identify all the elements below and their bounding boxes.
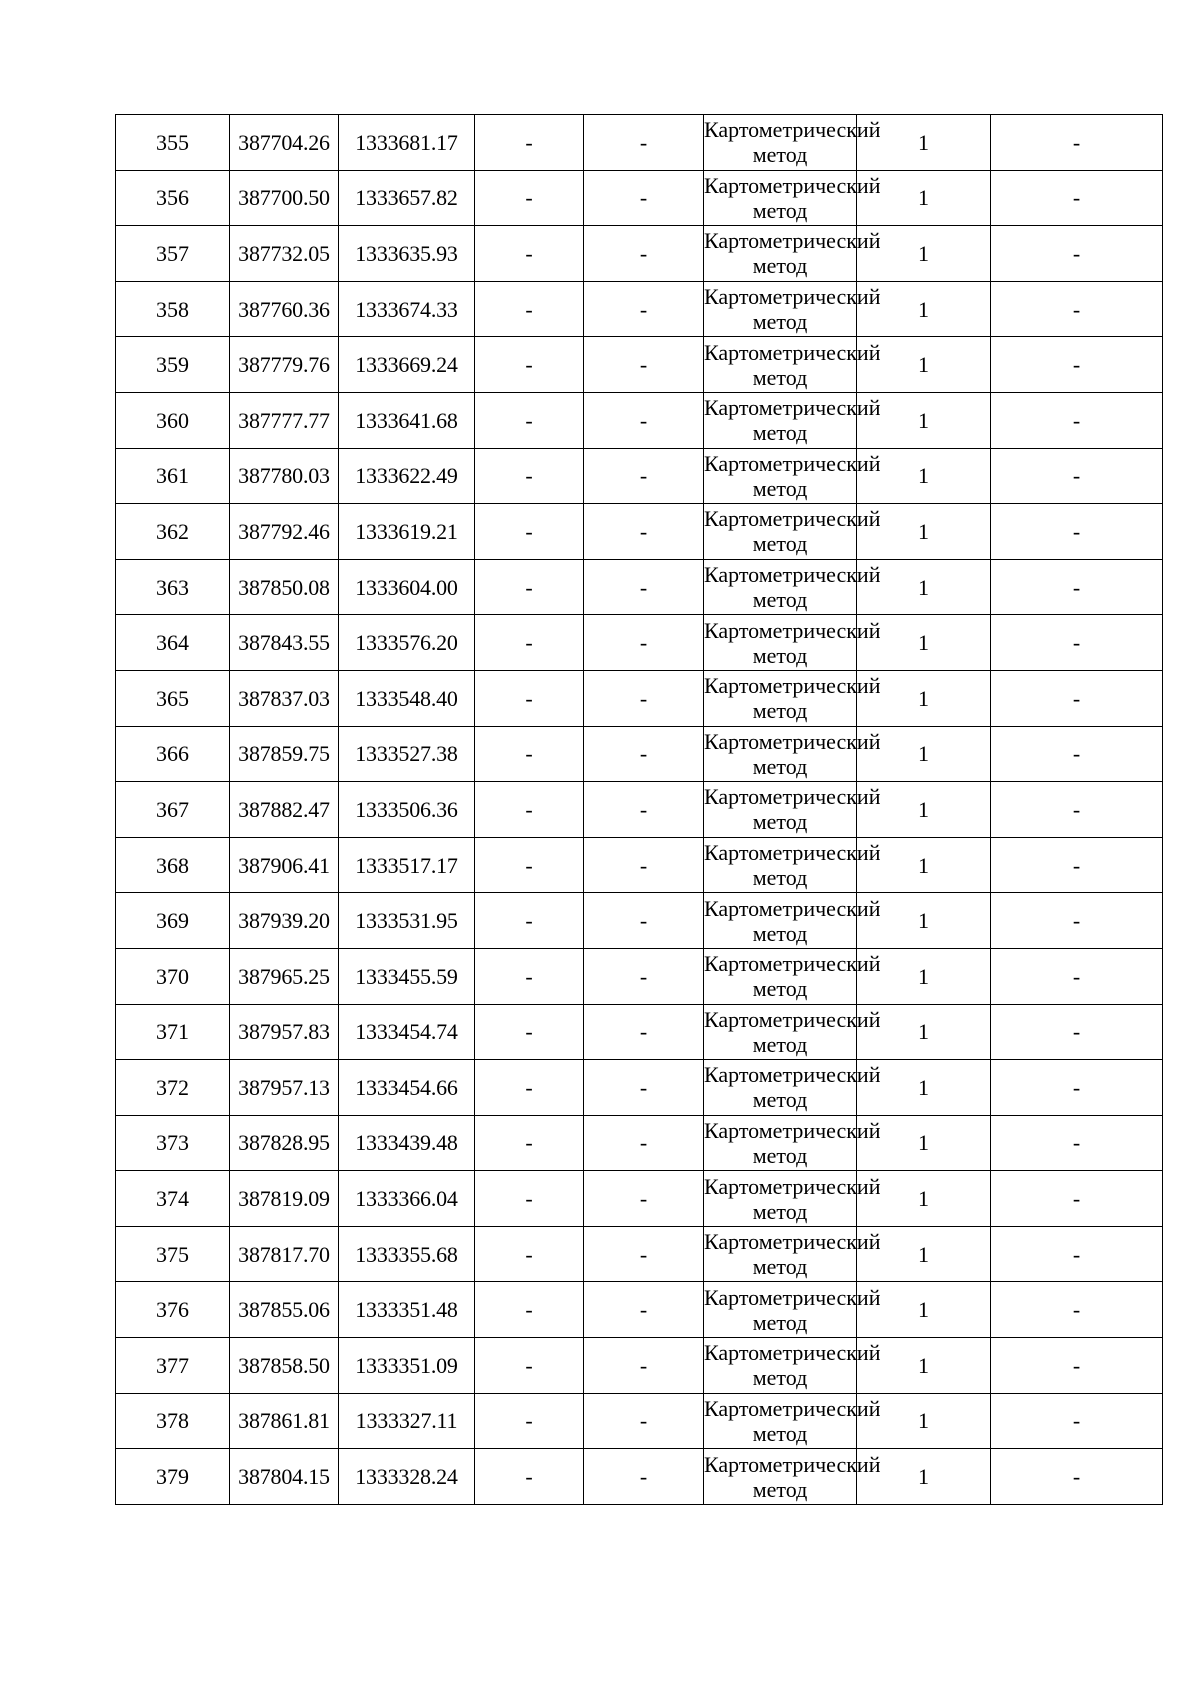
coordinate-y-cell: 1333328.24 [339, 1449, 475, 1505]
column-4-cell: - [475, 1171, 584, 1227]
table-row [116, 726, 1163, 782]
table-row [116, 1226, 1163, 1282]
column-5-cell: - [584, 1226, 704, 1282]
coordinate-y-cell: 1333657.82 [339, 170, 475, 226]
coordinate-y-cell: 1333454.66 [339, 1060, 475, 1116]
method-cell: Картометрический метод [704, 281, 857, 337]
coordinate-y-cell: 1333669.24 [339, 337, 475, 393]
point-number-cell: 355 [116, 115, 230, 171]
coordinate-y-cell: 1333351.48 [339, 1282, 475, 1338]
table-row [116, 1449, 1163, 1505]
column-4-cell: - [475, 392, 584, 448]
column-4-cell: - [475, 670, 584, 726]
point-number-cell: 363 [116, 559, 230, 615]
column-5-cell: - [584, 670, 704, 726]
coordinate-y-cell: 1333548.40 [339, 670, 475, 726]
coordinate-y-cell: 1333527.38 [339, 726, 475, 782]
accuracy-cell: 1 [857, 726, 991, 782]
coordinate-x-cell: 387859.75 [230, 726, 339, 782]
method-cell: Картометрический метод [704, 726, 857, 782]
column-4-cell: - [475, 281, 584, 337]
accuracy-cell: 1 [857, 1393, 991, 1449]
column-5-cell: - [584, 1060, 704, 1116]
coordinate-y-cell: 1333576.20 [339, 615, 475, 671]
accuracy-cell: 1 [857, 281, 991, 337]
coordinate-x-cell: 387779.76 [230, 337, 339, 393]
column-4-cell: - [475, 504, 584, 560]
column-4-cell: - [475, 615, 584, 671]
column-4-cell: - [475, 948, 584, 1004]
column-4-cell: - [475, 782, 584, 838]
coordinate-x-cell: 387780.03 [230, 448, 339, 504]
coordinate-x-cell: 387957.83 [230, 1004, 339, 1060]
method-cell: Картометрический метод [704, 1004, 857, 1060]
table-row [116, 948, 1163, 1004]
table-row [116, 281, 1163, 337]
table-row [116, 837, 1163, 893]
accuracy-cell: 1 [857, 837, 991, 893]
table-row [116, 226, 1163, 282]
column-4-cell: - [475, 1226, 584, 1282]
accuracy-cell: 1 [857, 337, 991, 393]
point-number-cell: 376 [116, 1282, 230, 1338]
coordinate-x-cell: 387837.03 [230, 670, 339, 726]
coordinate-y-cell: 1333455.59 [339, 948, 475, 1004]
method-cell: Картометрический метод [704, 1226, 857, 1282]
point-number-cell: 374 [116, 1171, 230, 1227]
method-cell: Картометрический метод [704, 1338, 857, 1394]
method-cell: Картометрический метод [704, 337, 857, 393]
column-8-cell: - [991, 337, 1163, 393]
table-row [116, 1004, 1163, 1060]
method-cell: Картометрический метод [704, 1393, 857, 1449]
coordinate-y-cell: 1333439.48 [339, 1115, 475, 1171]
column-8-cell: - [991, 504, 1163, 560]
column-8-cell: - [991, 893, 1163, 949]
column-4-cell: - [475, 1115, 584, 1171]
point-number-cell: 369 [116, 893, 230, 949]
table-row [116, 1393, 1163, 1449]
column-5-cell: - [584, 1171, 704, 1227]
table-row [116, 504, 1163, 560]
accuracy-cell: 1 [857, 1060, 991, 1116]
coordinate-x-cell: 387906.41 [230, 837, 339, 893]
column-4-cell: - [475, 893, 584, 949]
column-5-cell: - [584, 392, 704, 448]
coordinate-x-cell: 387760.36 [230, 281, 339, 337]
table-row [116, 337, 1163, 393]
accuracy-cell: 1 [857, 1115, 991, 1171]
point-number-cell: 373 [116, 1115, 230, 1171]
column-5-cell: - [584, 337, 704, 393]
point-number-cell: 378 [116, 1393, 230, 1449]
column-8-cell: - [991, 1226, 1163, 1282]
method-cell: Картометрический метод [704, 559, 857, 615]
column-4-cell: - [475, 115, 584, 171]
table-row [116, 670, 1163, 726]
column-5-cell: - [584, 1282, 704, 1338]
column-4-cell: - [475, 1338, 584, 1394]
column-8-cell: - [991, 226, 1163, 282]
coordinate-x-cell: 387882.47 [230, 782, 339, 838]
point-number-cell: 379 [116, 1449, 230, 1505]
method-cell: Картометрический метод [704, 837, 857, 893]
column-5-cell: - [584, 948, 704, 1004]
column-4-cell: - [475, 170, 584, 226]
coordinate-x-cell: 387700.50 [230, 170, 339, 226]
coordinate-x-cell: 387817.70 [230, 1226, 339, 1282]
column-5-cell: - [584, 782, 704, 838]
column-8-cell: - [991, 1004, 1163, 1060]
table-row [116, 615, 1163, 671]
method-cell: Картометрический метод [704, 504, 857, 560]
method-cell: Картометрический метод [704, 1171, 857, 1227]
table-row [116, 782, 1163, 838]
column-4-cell: - [475, 726, 584, 782]
accuracy-cell: 1 [857, 170, 991, 226]
column-8-cell: - [991, 837, 1163, 893]
column-4-cell: - [475, 1449, 584, 1505]
accuracy-cell: 1 [857, 670, 991, 726]
method-cell: Картометрический метод [704, 115, 857, 171]
column-8-cell: - [991, 726, 1163, 782]
method-cell: Картометрический метод [704, 615, 857, 671]
point-number-cell: 356 [116, 170, 230, 226]
point-number-cell: 359 [116, 337, 230, 393]
column-8-cell: - [991, 281, 1163, 337]
column-5-cell: - [584, 559, 704, 615]
point-number-cell: 368 [116, 837, 230, 893]
column-5-cell: - [584, 1338, 704, 1394]
coordinate-x-cell: 387939.20 [230, 893, 339, 949]
coordinate-y-cell: 1333641.68 [339, 392, 475, 448]
accuracy-cell: 1 [857, 504, 991, 560]
point-number-cell: 370 [116, 948, 230, 1004]
column-8-cell: - [991, 948, 1163, 1004]
column-4-cell: - [475, 337, 584, 393]
table-row [116, 392, 1163, 448]
coordinate-y-cell: 1333531.95 [339, 893, 475, 949]
point-number-cell: 377 [116, 1338, 230, 1394]
accuracy-cell: 1 [857, 226, 991, 282]
coordinate-y-cell: 1333674.33 [339, 281, 475, 337]
method-cell: Картометрический метод [704, 1282, 857, 1338]
coordinate-y-cell: 1333327.11 [339, 1393, 475, 1449]
column-4-cell: - [475, 1060, 584, 1116]
coordinate-x-cell: 387957.13 [230, 1060, 339, 1116]
coordinates-table [115, 114, 1163, 1505]
column-8-cell: - [991, 1449, 1163, 1505]
column-5-cell: - [584, 893, 704, 949]
column-8-cell: - [991, 1338, 1163, 1394]
coordinate-y-cell: 1333635.93 [339, 226, 475, 282]
method-cell: Картометрический метод [704, 448, 857, 504]
point-number-cell: 372 [116, 1060, 230, 1116]
table-row [116, 1171, 1163, 1227]
column-4-cell: - [475, 1004, 584, 1060]
table-row [116, 893, 1163, 949]
point-number-cell: 371 [116, 1004, 230, 1060]
column-4-cell: - [475, 448, 584, 504]
coordinate-y-cell: 1333517.17 [339, 837, 475, 893]
method-cell: Картометрический метод [704, 948, 857, 1004]
column-8-cell: - [991, 1393, 1163, 1449]
table-row [116, 170, 1163, 226]
coordinate-x-cell: 387843.55 [230, 615, 339, 671]
column-8-cell: - [991, 170, 1163, 226]
table-row [116, 1060, 1163, 1116]
coordinate-y-cell: 1333622.49 [339, 448, 475, 504]
coordinate-x-cell: 387804.15 [230, 1449, 339, 1505]
accuracy-cell: 1 [857, 1004, 991, 1060]
column-5-cell: - [584, 115, 704, 171]
coordinate-x-cell: 387828.95 [230, 1115, 339, 1171]
accuracy-cell: 1 [857, 559, 991, 615]
column-8-cell: - [991, 559, 1163, 615]
accuracy-cell: 1 [857, 948, 991, 1004]
coordinate-y-cell: 1333604.00 [339, 559, 475, 615]
accuracy-cell: 1 [857, 782, 991, 838]
column-8-cell: - [991, 1060, 1163, 1116]
accuracy-cell: 1 [857, 392, 991, 448]
column-5-cell: - [584, 726, 704, 782]
table-row [116, 1338, 1163, 1394]
column-5-cell: - [584, 504, 704, 560]
point-number-cell: 360 [116, 392, 230, 448]
coordinate-x-cell: 387850.08 [230, 559, 339, 615]
point-number-cell: 361 [116, 448, 230, 504]
column-4-cell: - [475, 559, 584, 615]
column-5-cell: - [584, 226, 704, 282]
coordinate-y-cell: 1333355.68 [339, 1226, 475, 1282]
coordinate-x-cell: 387858.50 [230, 1338, 339, 1394]
column-8-cell: - [991, 115, 1163, 171]
point-number-cell: 366 [116, 726, 230, 782]
coordinate-x-cell: 387792.46 [230, 504, 339, 560]
column-5-cell: - [584, 1449, 704, 1505]
column-4-cell: - [475, 226, 584, 282]
column-5-cell: - [584, 1393, 704, 1449]
method-cell: Картометрический метод [704, 1115, 857, 1171]
coordinate-x-cell: 387855.06 [230, 1282, 339, 1338]
column-8-cell: - [991, 392, 1163, 448]
coordinate-y-cell: 1333619.21 [339, 504, 475, 560]
method-cell: Картометрический метод [704, 226, 857, 282]
method-cell: Картометрический метод [704, 1060, 857, 1116]
column-4-cell: - [475, 837, 584, 893]
column-4-cell: - [475, 1393, 584, 1449]
accuracy-cell: 1 [857, 115, 991, 171]
point-number-cell: 364 [116, 615, 230, 671]
table-row [116, 1115, 1163, 1171]
accuracy-cell: 1 [857, 1226, 991, 1282]
point-number-cell: 367 [116, 782, 230, 838]
column-5-cell: - [584, 281, 704, 337]
column-8-cell: - [991, 1282, 1163, 1338]
method-cell: Картометрический метод [704, 392, 857, 448]
point-number-cell: 358 [116, 281, 230, 337]
column-8-cell: - [991, 1115, 1163, 1171]
coordinate-x-cell: 387861.81 [230, 1393, 339, 1449]
column-5-cell: - [584, 837, 704, 893]
point-number-cell: 365 [116, 670, 230, 726]
accuracy-cell: 1 [857, 1171, 991, 1227]
coordinate-x-cell: 387732.05 [230, 226, 339, 282]
column-5-cell: - [584, 448, 704, 504]
method-cell: Картометрический метод [704, 893, 857, 949]
coordinate-x-cell: 387819.09 [230, 1171, 339, 1227]
column-8-cell: - [991, 615, 1163, 671]
point-number-cell: 362 [116, 504, 230, 560]
method-cell: Картометрический метод [704, 170, 857, 226]
column-8-cell: - [991, 1171, 1163, 1227]
coordinate-x-cell: 387704.26 [230, 115, 339, 171]
accuracy-cell: 1 [857, 1338, 991, 1394]
coordinate-y-cell: 1333454.74 [339, 1004, 475, 1060]
accuracy-cell: 1 [857, 893, 991, 949]
table-row [116, 448, 1163, 504]
coordinate-y-cell: 1333681.17 [339, 115, 475, 171]
table-row [116, 115, 1163, 171]
coordinate-y-cell: 1333506.36 [339, 782, 475, 838]
column-5-cell: - [584, 1115, 704, 1171]
column-5-cell: - [584, 615, 704, 671]
column-5-cell: - [584, 170, 704, 226]
table-row [116, 559, 1163, 615]
column-8-cell: - [991, 782, 1163, 838]
column-8-cell: - [991, 448, 1163, 504]
coordinate-y-cell: 1333366.04 [339, 1171, 475, 1227]
column-5-cell: - [584, 1004, 704, 1060]
point-number-cell: 375 [116, 1226, 230, 1282]
coordinate-x-cell: 387777.77 [230, 392, 339, 448]
method-cell: Картометрический метод [704, 1449, 857, 1505]
table-row [116, 1282, 1163, 1338]
coordinate-y-cell: 1333351.09 [339, 1338, 475, 1394]
accuracy-cell: 1 [857, 1449, 991, 1505]
accuracy-cell: 1 [857, 448, 991, 504]
column-4-cell: - [475, 1282, 584, 1338]
point-number-cell: 357 [116, 226, 230, 282]
accuracy-cell: 1 [857, 1282, 991, 1338]
column-8-cell: - [991, 670, 1163, 726]
method-cell: Картометрический метод [704, 670, 857, 726]
accuracy-cell: 1 [857, 615, 991, 671]
method-cell: Картометрический метод [704, 782, 857, 838]
coordinate-x-cell: 387965.25 [230, 948, 339, 1004]
table-body [116, 115, 1163, 1505]
